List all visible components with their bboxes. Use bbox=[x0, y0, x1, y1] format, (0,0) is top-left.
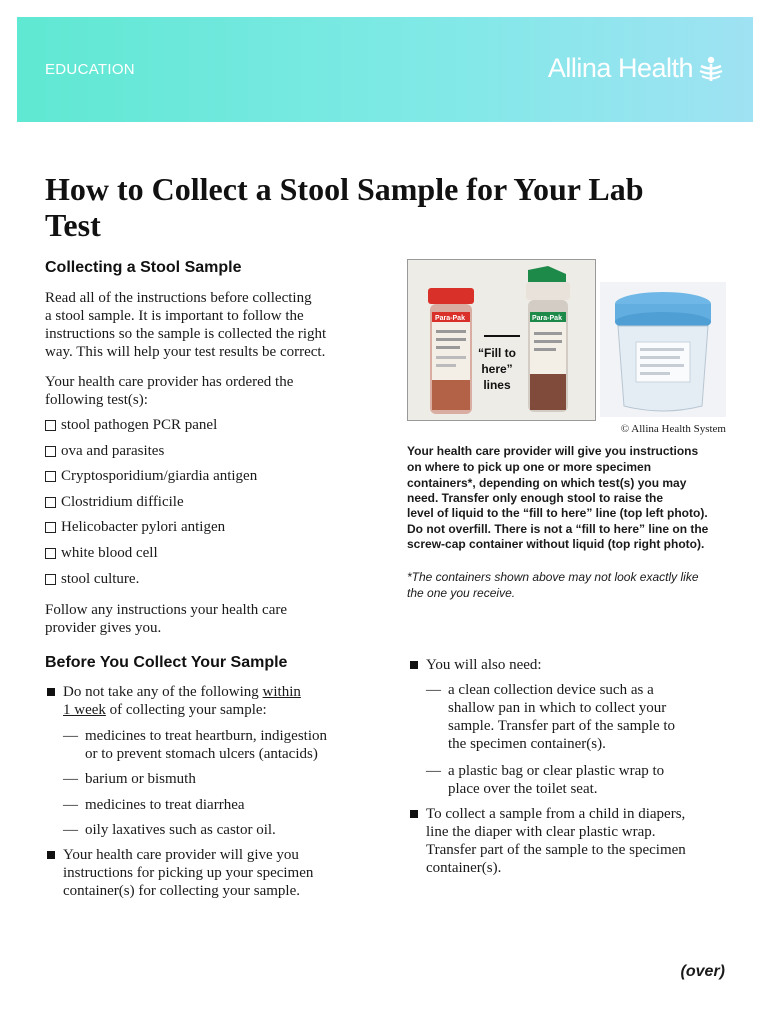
note-line: the one you receive. bbox=[407, 586, 516, 600]
bullet-text: container(s). bbox=[426, 860, 502, 876]
dash-marker: — bbox=[63, 797, 78, 813]
checkbox-icon[interactable] bbox=[45, 574, 56, 585]
note-line: *The containers shown above may not look exactly like bbox=[407, 570, 699, 584]
caption-line: Your health care provider will give you instructions bbox=[407, 444, 699, 458]
checkbox-icon[interactable] bbox=[45, 446, 56, 457]
bullet-text bbox=[63, 701, 267, 719]
test-checkbox-item[interactable] bbox=[45, 467, 257, 485]
bullet-text: Your health care provider will give you bbox=[63, 847, 299, 863]
follow-line: Follow any instructions your health care bbox=[45, 602, 288, 618]
section-heading-before: Before You Collect Your Sample bbox=[45, 654, 288, 671]
education-label: EDUCATION bbox=[45, 61, 135, 78]
test-label: stool culture. bbox=[61, 571, 140, 587]
test-label: Cryptosporidium/giardia antigen bbox=[61, 468, 258, 484]
over-label: (over) bbox=[680, 963, 725, 980]
bullet-text bbox=[63, 683, 301, 701]
test-checkbox-item[interactable] bbox=[45, 493, 184, 511]
sub-item-line: place over the toilet seat. bbox=[448, 781, 598, 797]
sub-item-line: a clean collection device such as a bbox=[448, 682, 654, 698]
dash-marker: — bbox=[63, 771, 78, 787]
section-heading-collecting: Collecting a Stool Sample bbox=[45, 259, 242, 276]
fill-label-line: lines bbox=[483, 378, 511, 392]
tube2-label: Para-Pak bbox=[532, 315, 562, 322]
sub-item-line: barium or bismuth bbox=[85, 771, 196, 787]
test-checkbox-item[interactable] bbox=[45, 544, 158, 562]
fill-label-line: here” bbox=[481, 362, 513, 376]
screw-cap-container-illustration bbox=[600, 282, 726, 417]
fill-to-here-label bbox=[472, 345, 522, 393]
sub-item-line: a plastic bag or clear plastic wrap to bbox=[448, 763, 665, 779]
caption-line: screw-cap container without liquid (top right photo). bbox=[407, 537, 705, 551]
follow-line: provider gives you. bbox=[45, 620, 162, 636]
test-label: Helicobacter pylori antigen bbox=[61, 519, 226, 535]
dash-marker: — bbox=[63, 822, 78, 838]
sub-item-line: shallow pan in which to collect your bbox=[448, 700, 667, 716]
ordered-line: following test(s): bbox=[45, 392, 148, 408]
intro-line: instructions so the sample is collected the right bbox=[45, 326, 327, 342]
caption-line: level of liquid to the “fill to here” line (top left photo). bbox=[407, 506, 708, 520]
bullet-text: container(s) for collecting your sample. bbox=[63, 883, 300, 899]
vials-photo bbox=[407, 259, 596, 421]
bullet-text: line the diaper with clear plastic wrap. bbox=[426, 824, 656, 840]
sub-item-line: or to prevent stomach ulcers (antacids) bbox=[85, 746, 318, 762]
bullet-text-part: of collecting your sample: bbox=[105, 702, 267, 718]
bullet-text: Transfer part of the sample to the specimen bbox=[426, 842, 686, 858]
dash-marker: — bbox=[63, 728, 78, 744]
test-checkbox-item[interactable] bbox=[45, 442, 164, 460]
caption-line: Do not overfill. There is not a “fill to here” line on the bbox=[407, 522, 709, 536]
dash-marker: — bbox=[426, 763, 441, 779]
checkbox-icon[interactable] bbox=[45, 497, 56, 508]
intro-line: way. This will help your test results be correct. bbox=[45, 344, 326, 360]
dash-marker: — bbox=[426, 682, 441, 698]
photo-copyright: © Allina Health System bbox=[620, 423, 726, 435]
test-label: Clostridium difficile bbox=[61, 494, 184, 510]
bullet-text: You will also need: bbox=[426, 657, 542, 673]
sub-item-line: the specimen container(s). bbox=[448, 736, 606, 752]
checkbox-icon[interactable] bbox=[45, 522, 56, 533]
vials-illustration bbox=[408, 260, 595, 420]
fill-label-line: “Fill to bbox=[478, 346, 516, 360]
test-label: ova and parasites bbox=[61, 443, 165, 459]
ordered-line: Your health care provider has ordered the bbox=[45, 374, 294, 390]
bullet-square-icon bbox=[47, 688, 55, 696]
test-label: stool pathogen PCR panel bbox=[61, 417, 218, 433]
bullet-square-icon bbox=[47, 851, 55, 859]
bullet-square-icon bbox=[410, 661, 418, 669]
bullet-text: instructions for picking up your specimen bbox=[63, 865, 314, 881]
sub-item-line: oily laxatives such as castor oil. bbox=[85, 822, 276, 838]
intro-line: Read all of the instructions before collecting bbox=[45, 290, 312, 306]
caption-line: containers*, depending on which test(s) you may bbox=[407, 476, 687, 490]
caption-line: on where to pick up one or more specimen bbox=[407, 460, 652, 474]
caption-line: need. Transfer only enough stool to raise the bbox=[407, 491, 664, 505]
tube1-label: Para-Pak bbox=[435, 315, 465, 322]
logo-text: Allina Health bbox=[547, 53, 693, 83]
checkbox-icon[interactable] bbox=[45, 548, 56, 559]
underlined-text: within bbox=[262, 684, 301, 700]
page-title: How to Collect a Stool Sample for Your Lab Test bbox=[45, 171, 644, 243]
test-checkbox-item[interactable] bbox=[45, 518, 225, 536]
sub-item-line: sample. Transfer part of the sample to bbox=[448, 718, 676, 734]
underlined-text: 1 week bbox=[63, 702, 106, 718]
allina-logo-icon bbox=[697, 55, 725, 83]
bullet-square-icon bbox=[410, 810, 418, 818]
bullet-text: To collect a sample from a child in diapers, bbox=[426, 806, 686, 822]
test-checkbox-item[interactable] bbox=[45, 416, 217, 434]
sub-item-line: medicines to treat diarrhea bbox=[85, 797, 245, 813]
container-photo bbox=[600, 282, 726, 417]
checkbox-icon[interactable] bbox=[45, 420, 56, 431]
allina-health-logo bbox=[548, 53, 725, 84]
header-banner bbox=[17, 17, 753, 122]
test-label: white blood cell bbox=[61, 545, 158, 561]
test-checkbox-item[interactable] bbox=[45, 570, 139, 588]
bullet-text-part: Do not take any of the following bbox=[63, 684, 263, 700]
sub-item-line: medicines to treat heartburn, indigestion bbox=[85, 728, 328, 744]
intro-line: a stool sample. It is important to follow the bbox=[45, 308, 304, 324]
checkbox-icon[interactable] bbox=[45, 471, 56, 482]
